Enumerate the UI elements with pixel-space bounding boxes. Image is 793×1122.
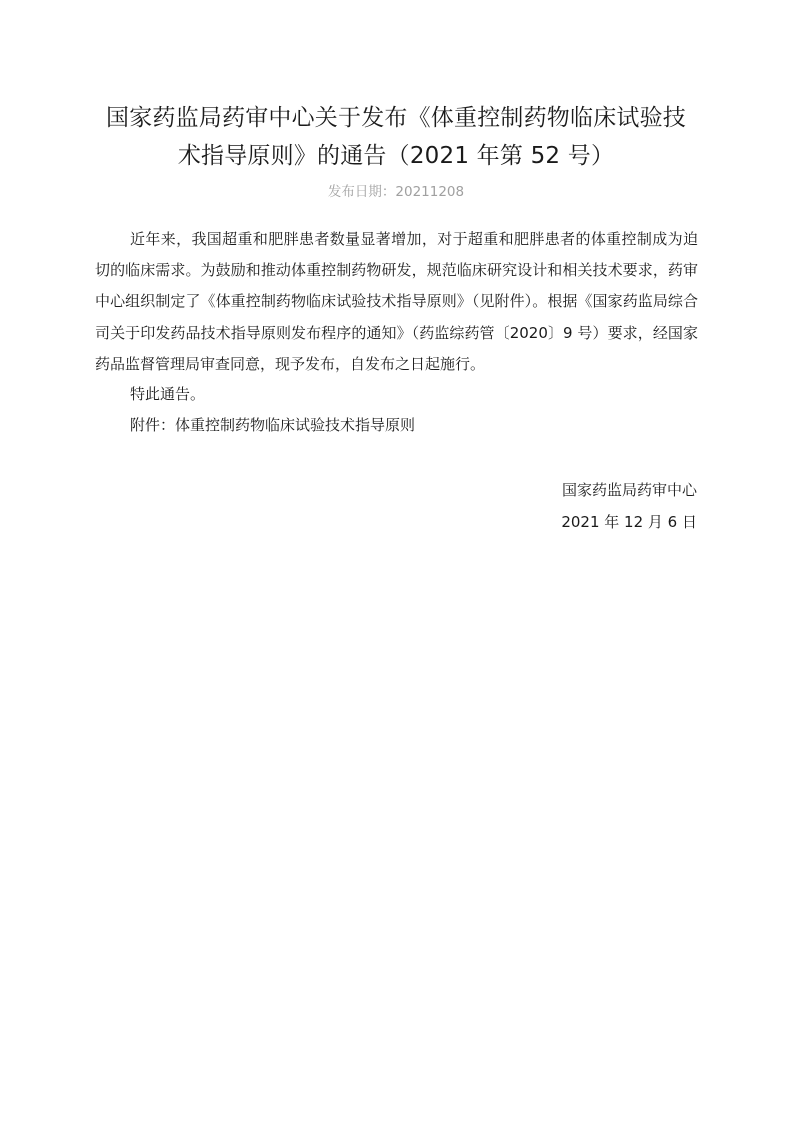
signature-organization: 国家药监局药审中心 <box>561 481 697 499</box>
publish-date: 发布日期：20211208 <box>327 184 465 200</box>
document-title <box>90 99 702 175</box>
body-paragraph: 近年来，我国超重和肥胖患者数量显著增加，对于超重和肥胖患者的体重控制成为迫切的临床需求。为鼓励和推动体重控制药物研发，规范临床研究设计和相关技术要求，药审中心组织制定了《体重控制药物临床试验技术指导原则》（见附件）。根据《国家药监局综合司关于印发药品技术指导原则发布程序的通知》（药监综药管〔2020〕9 号）要求，经国家药品监督管理局审查同意，现予发布，自发布之日起施行。 <box>95 230 698 373</box>
title-line-1: 国家药监局药审中心关于发布《体重控制药物临床试验技 <box>106 105 686 131</box>
attachment-line: 附件：体重控制药物临床试验技术指导原则 <box>130 416 416 434</box>
signature-date: 2021 年 12 月 6 日 <box>561 513 697 531</box>
title-line-2: 术指导原则》的通告（2021 年第 52 号） <box>177 143 615 169</box>
notice-line: 特此通告。 <box>130 385 206 403</box>
